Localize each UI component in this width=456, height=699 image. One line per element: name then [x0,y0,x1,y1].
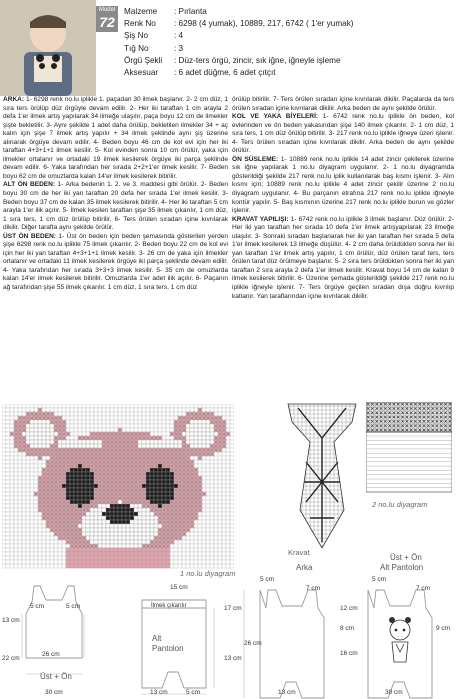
dim-13cm: 13 cm [150,689,168,696]
section-text: 1- 6298 renk no.lu iplikle 1. paçadan 30 ilmek başlanır. 2- 2 cm düz, 1 sıra ters örülüp düz örgüyle devam edilir. 2- Her iki taraftan 1 cm arayla 2 defa 1'er ilmek artış yapılarak 34 ilmeğe ulaşılır, paça boyu 12 cm de ilmekler şişte bekletilir. 3- Aynı şekilde 1 adet daha örülüp, bekletilen ilmekler 34 + aç kalın için şişe 7 ilmek artış yapılır + 34 ilmek şeklinde aynı şiş üzerine alınarak örgüye devam edilir. 4- Beden boyu 46 cm de kol evi için her iki taraftan 4+3+1+1 ilmek kesilir. 5- Kol evinden sonra 10 cm örülür, yaka için ilmekler ortalanır ve ortadaki 19 ilmek kesilerek örgüye iki parça şeklinde devam edilir. 6- Yaka tarafından her sırada 2+2+1'er ilmek kesilir. 7- Beden boyu 62 cm de omuzlarda kalan 14'er ilmek kesilerek bitirilir. [3,96,228,180]
section-title: KRAVAT YAPILIŞI: [232,215,289,223]
dim-5cm: 5 cm [186,689,201,696]
diagram-1-bear-chart [2,404,234,580]
spec-row [124,30,354,42]
section-title: ALT ÖN BEDEN: [3,181,56,189]
spec-value: : Pırlanta [174,7,207,16]
spec-value: : 6 adet düğme, 6 adet çıtçıt [174,68,276,78]
spec-row [124,43,354,55]
section-kravat [232,216,454,301]
diagram-2-chart [366,402,452,503]
arka-label: Arka [296,563,313,572]
section-text: 1- Üst ön beden için beden şemasında gösterilen yerden şişe 6298 renk no.lu iplikle 75 ilmek çıkarılır. 2- Beden boyu 22 cm de kol evi için her iki yan taraftan 4+3+1+1 ilmek kesilir. 3- 26 cm de yaka için ilmekler ortalanır ve ortadaki 11 ilmek kesilerek örgüye iki parça şeklinde devam edilir. 4- Yaka tarafından her sırada 3+3+3 ilmek kesilir. 5- 35 cm de omuzlarda kalan 14'er ilmek kesilerek bitirilir. Omuzlarda 1'er adet ilik açılır. 6- Paçanın ağ tarafından şişe 55 ilmek çıkarılır. 1 cm düz, 1 sıra ters, 1 cm düz [3,232,228,292]
dim-7cm: 7 cm [416,585,431,592]
dim-8cm: 8 cm [340,625,355,632]
dim-30cm: 30 cm [45,689,63,696]
section-ust-on-beden [3,233,228,293]
dim-16cm: 16 cm [340,650,358,657]
tie-label: Kravat [288,548,310,557]
dim-9cm: 9 cm [436,625,451,632]
model-badge [96,6,118,32]
section-text: 1- 10889 renk no.lu iplikle 14 adet zincir çekilerek üzerine sık iğne yapılarak 1 no.lu diyagram uygulanır. 2- 1 no.lu diyagramda gösterildiği şekilde 217 renk no.lu iplik kullanılarak baş kısmı işlenir. 3- Alın kısmı için; 10889 renk no.lu iplikle 4 adet zincir çekilir üzerine 2 no.lu diyagram uygulanır. 4- Bu parçanın etrafına 217 renk no.lu iplikle iğneyle kontür yapılır. 5- Baş kısmının üzerine 217 renk no.lu iplikle burun ve gözler işlenir. [232,155,454,215]
spec-row [124,67,354,79]
dim-22cm: 22 cm [2,655,20,662]
section-text: 1- Arka bedenin 1. 2. ve 3. maddesi gibi örülür. 2- Beden boyu 30 cm de her iki yan taraftan 20 defa her sırada 1'er ilmek kesilir. 3- Beden boyu 37 cm de kalan 35 ilmek kesilerek bitirilir. 4- Her iki taraftan 5 cm arayla 1'er ilik açılır. 5- İlmek kesilen taraftan şişe 35 ilmek çıkarılır, 1 cm düz, 1 sıra ters, 1 cm düz örülüp bitirilir. 6- Ters örülen sıradan içine kıvrılarak dikilir. Diğer tarafta aynı şekilde örülür. [3,181,228,232]
dim-13cm: 13 cm [2,617,20,624]
dim-13cm: 13 cm [224,655,242,662]
diagram-2-caption: 2 no.lu diyagram [372,500,428,509]
section-alt-on-beden [3,181,228,232]
alt-pantolon-label-right: Alt Pantolon [380,563,424,572]
diagram-1-caption: 1 no.lu diyagram [180,569,236,578]
ust-on-bottom-label: Üst + Ön [40,672,72,681]
section-title: ÖN SÜSLEME: [232,155,279,163]
instructions-left [3,96,228,293]
alt-pantolon-text: Alt Pantolon [152,634,184,653]
spec-key: Aksesuar [124,68,159,78]
ilmek-label: İlmek çıkarılır [151,603,187,609]
section-text: 1- 6742 renk no.lu iplikle 3 ilmek başlanır. Düz örülür. 2- Her iki yan taraftan her sırada 10 defa 1'er ilmek artışyapılarak 23 ilmeğe ulaşılır. 3- Sonraki sıradan başlanarak her iki yan taraftan her sırada 5 defa 1'er ilmek kesilerek 13 ilmeğe düşülür. 4- 2 cm daha örüldükten sonra her iki yan taraftan 1'er ilmek artış yapılır, 1 cm örülür, düz örülen taraf ters, ters örülen taraf düz örülmeye başlanır. 5- 2 sıra ters örüldükten sonra her iki yan taraftan 2 sıra arayla 2 defa 1'er ilmek kesilir. Kravat boyu 14 cm de kalan 9 ilmek kesilerek bitirilir. 6- Üzerine şemada gösterildiği şekilde 217 renk no.lu iplikle iğneyle işlenir. 7- Ters örgüye geçilen sıradan dışa doğru kıvrılıp katlanır. Yan taraflarından içine kıvrılarak dikilir. [232,215,454,300]
section-kol-yaka [232,113,454,156]
dim-26cm: 26 cm [244,640,262,647]
model-label: Model [98,7,116,13]
spec-key: Şiş No [124,31,149,41]
spec-row [124,6,354,18]
section-arka [3,96,228,181]
dim-15cm: 15 cm [170,584,188,591]
dim-17cm: 17 cm [224,605,242,612]
spec-value: : Düz-ters örgü, zincir, sık iğne, iğneyle işleme [174,55,341,65]
ust-on-label: Üst + Ön [390,553,422,562]
dim-26cm: 26 cm [42,651,60,658]
spec-key: Örgü Şekli [124,55,163,65]
section-title: ÜST ÖN BEDEN: [3,232,56,240]
spec-row [124,55,354,67]
spec-value: : 3 [174,43,184,53]
dim-5cm: 5 cm [372,576,387,583]
spec-table [124,6,354,79]
spec-value: : 4 [174,31,184,41]
alt-pantolon-label [152,634,192,654]
dim-7cm: 7 cm [306,585,321,592]
dim-5cm: 5 cm [260,576,275,583]
section-title: ARKA: [3,96,25,103]
model-number: 72 [99,14,115,30]
dim-30cm: 30 cm [385,689,403,696]
model-photo [0,0,96,96]
instructions-right [232,96,454,301]
spec-key: Malzeme [124,7,158,16]
spec-key: Renk No [124,19,156,29]
section-text: örülüp bitirilir. 7- Ters örülen sıradan içine kıvrılarak dikilir. Paçalarda da ters örülen sıradan içine kıvrılarak dikilir. Arka beden de aynı şekilde örülür. [232,96,454,112]
dim-13cm: 13 cm [278,689,296,696]
tie-chart [282,402,362,557]
spec-key: Tığ No [124,43,149,53]
section-title: KOL VE YAKA BİYELERİ: [232,113,319,121]
dim-5cm: 5 cm [66,603,81,610]
dim-5cm: 5 cm [30,603,45,610]
section-on-susleme [232,156,454,216]
section-text: 1- 6742 renk no.lu iplikle ön beden, kol evlerinden ve ön beden yakasından şişe 140 ilmek çıkarılır. 2- 1 cm düz, 1 sıra ters, 1 cm düz örülüp bitirilir. 3- 217 renk no.lu iplikle iğneye üzeri işlenir. 4- Ters örülen sıradan içine kıvrılarak dikilir. Arka beden de aynı şekilde örülür. [232,113,455,155]
dim-12cm: 12 cm [340,605,358,612]
spec-row [124,18,354,30]
section-continued [232,96,454,113]
spec-value: : 6298 (4 yumak), 10889, 217, 6742 ( 1'er yumak) [174,19,354,29]
